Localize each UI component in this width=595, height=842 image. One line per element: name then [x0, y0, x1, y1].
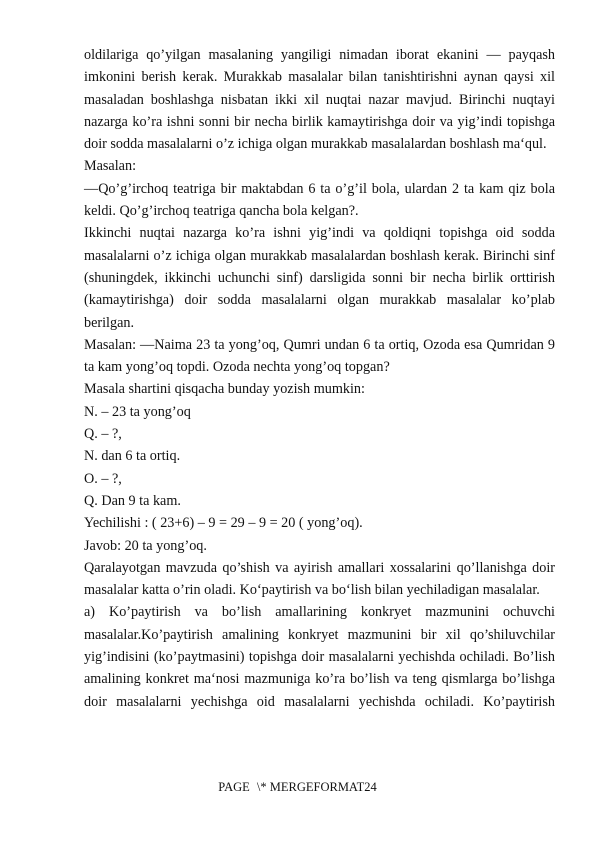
paragraph-properties	[84, 557, 555, 602]
text-line: Masala shartini qisqacha bunday yozish mumkin:	[84, 381, 365, 398]
text-line: Q. – ?,	[84, 426, 122, 443]
footer-page-word: PAGE	[218, 780, 250, 794]
document-page	[84, 44, 555, 713]
text-line: imkonini berish kerak. Murakkab masalalar bilan tanishtirishni aynan qaysi xil	[84, 69, 555, 86]
page-footer	[0, 780, 595, 794]
text-line: —Qo’g’irchoq teatriga bir maktabdan 6 ta o’g’il bola, ulardan 2 ta kam qiz bola	[84, 180, 555, 197]
paragraph-intro	[84, 44, 555, 155]
text-line: doir sodda masalalarni o’z ichiga olgan murakkab masalalardan boshlash ma‘qul.	[84, 136, 547, 153]
text-line: Qaralayotgan mavzuda qo’shish va ayirish amallari xossalarini qo’llanishga doir	[84, 559, 555, 576]
text-line: yig’indisini (ko’paytmasini) topishga doir masalalarni yechishda ochiladi. Bo’lish	[84, 649, 555, 666]
text-line: masalalarni o’z ichiga olgan murakkab masalalardan boshlash kerak. Birinchi sinf	[84, 247, 555, 264]
text-line: Masalan: —Naima 23 ta yong’oq, Qumri undan 6 ta ortiq, Ozoda esa Qumridan 9	[84, 336, 555, 353]
text-line: masalalar katta o’rin oladi. Ko‘paytirish va bo‘lish bilan yechiladigan masalalar.	[84, 582, 540, 599]
short-notes	[84, 378, 555, 556]
text-line: amalining konkret ma‘nosi mazmuniga ko’ra bo’lish va teng qismlarga bo’lishga	[84, 671, 555, 688]
answer-line: Javob: 20 ta yong’oq.	[84, 537, 207, 554]
text-line: Q. Dan 9 ta kam.	[84, 492, 181, 509]
text-line: masaladan boshlashga nisbatan ikki xil nuqtai nazar mavjud. Birinchi nuqtayi	[84, 91, 555, 108]
footer-field-code: \* MERGEFORMAT24	[256, 780, 377, 794]
text-line: a) Ko’paytirish va bo’lish amallarining konkryet mazmunini ochuvchi	[84, 604, 555, 621]
text-line: nazarga ko’ra ishni sonni bir necha birlik kamaytirishga doir va yig’indi topishga	[84, 113, 555, 130]
text-line: (kamaytirishga) doir sodda masalalarni olgan murakkab masalalar ko’plab	[84, 292, 555, 309]
paragraph-second-view	[84, 222, 555, 333]
text-line: N. – 23 ta yong’oq	[84, 403, 191, 420]
text-line: N. dan 6 ta ortiq.	[84, 448, 181, 465]
text-line: berilgan.	[84, 314, 135, 331]
text-line: ta kam yong’oq topdi. Ozoda nechta yong’oq topgan?	[84, 359, 390, 376]
masalan-label: Masalan:	[84, 158, 137, 175]
solution-line: Yechilishi : ( 23+6) – 9 = 29 – 9 = 20 ( yong’oq).	[84, 515, 363, 532]
example-two	[84, 334, 555, 379]
text-line: doir masalalarni yechishga oid masalalarni yechishda ochiladi. Ko’paytirish	[84, 693, 555, 710]
text-line: O. – ?,	[84, 470, 122, 487]
text-line: keldi. Qo’g’irchoq teatriga qancha bola kelgan?.	[84, 203, 359, 220]
paragraph-multiplication	[84, 601, 555, 712]
example-one	[84, 178, 555, 223]
text-line: oldilariga qo’yilgan masalaning yangiligi nimadan iborat ekanini — payqash	[84, 47, 555, 63]
text-line: (shuningdek, ikkinchi uchunchi sinf) darsligida sonni bir necha birlik orttirish	[84, 269, 555, 286]
text-line: Ikkinchi nuqtai nazarga ko’ra ishni yig’indi va qoldiqni topishga oid sodda	[84, 225, 555, 242]
text-line: masalalar.Ko’paytirish amalining konkryet mazmunini bir xil qo’shiluvchilar	[84, 626, 555, 643]
